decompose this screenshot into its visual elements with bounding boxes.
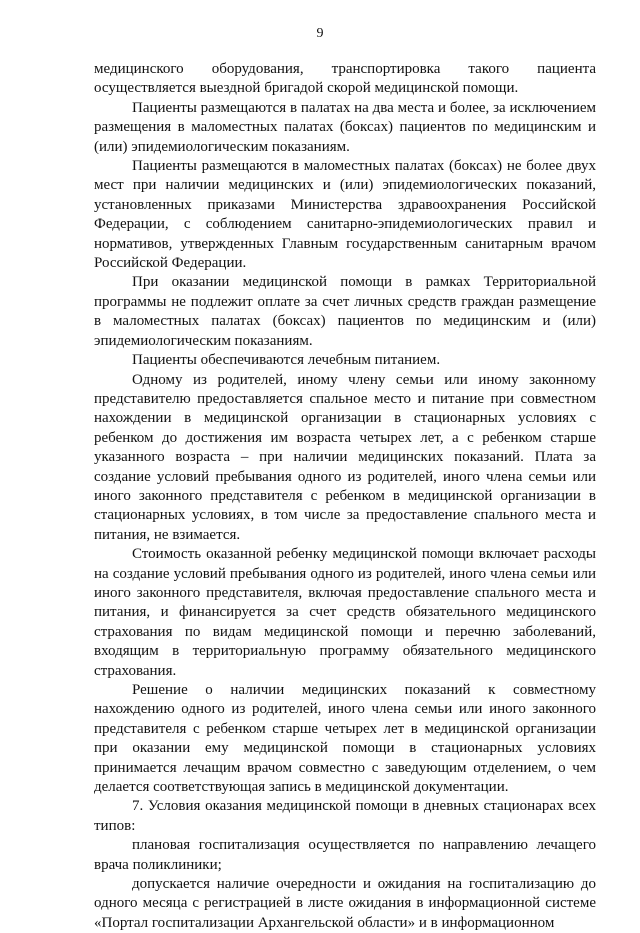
paragraph-no-payment: При оказании медицинской помощи в рамках Территориальной программы не подлежит оплате за счет личных средств граждан размещение в маломестных палатах (боксах) пациентов по медицинским и (или) эпидемиологическим показаниям. [94,274,596,349]
paragraph-decision: Решение о наличии медицинских показаний к совместному нахождению одного из родителей, иного члена семьи или иного законного представителя с ребенком старше четырех лет в медицинской организации при оказании ему медицинской помощи в стационарных условиях принимается лечащим врачом совместно с заведующим отделением, о чем делается соответствующая запись в медицинской документации. [94,682,596,796]
paragraph-small-wards: Пациенты размещаются в маломестных палатах (боксах) не более двух мест при наличии медицинских и (или) эпидемиологических показаний, установленных приказами Министерства здравоохранения Российской Федерации, с соблюдением санитарно-эпидемиологических правил и нормативов, утвержденных Главным государственным санитарным врачом Российской Федерации. [94,158,596,272]
section-heading-7: 7. Условия оказания медицинской помощи в дневных стационарах всех типов: [94,798,596,834]
paragraph-planned-hospitalization: плановая госпитализация осуществляется по направлению лечащего врача поликлиники; [94,837,596,873]
paragraph-ward-placement: Пациенты размещаются в палатах на два места и более, за исключением размещения в маломестных палатах (боксах) пациентов по медицинским и (или) эпидемиологическим показаниям. [94,99,596,155]
paragraph-cost: Стоимость оказанной ребенку медицинской помощи включает расходы на создание условий пребывания одного из родителей, иного члена семьи или иного законного представителя, включая предоставление спального места и питания, и финансируется за счет средств обязательного медицинского страхования по видам медицинской помощи и перечню заболеваний, входящим в территориальную программу обязательного медицинского страхования. [94,546,596,679]
body-text [94,60,596,933]
page-number: 9 [316,26,324,41]
paragraph-queue: допускается наличие очередности и ожидания на госпитализацию до одного месяца с регистрацией в листе ожидания в информационной системе «Портал госпитализации Архангельской области» и в информационном [94,876,596,931]
paragraph-nutrition: Пациенты обеспечиваются лечебным питанием. [132,352,441,369]
paragraph-parent-stay: Одному из родителей, иному члену семьи или иному законному представителю предоставляется спальное место и питание при совместном нахождении в медицинской организации в стационарных условиях с ребенком до достижения им возраста четырех лет, а с ребенком старше указанного возраста – при наличии медицинских показаний. Плата за создание условий пребывания одного из родителей, иного члена семьи или иного законного представителя с ребенком в медицинской организации в стационарных условиях, в том числе за предоставление спального места и питания, не взимается. [94,371,596,543]
paragraph-continuation: медицинского оборудования, транспортировка такого пациента осуществляется выездной бригадой скорой медицинской помощи. [94,61,596,97]
